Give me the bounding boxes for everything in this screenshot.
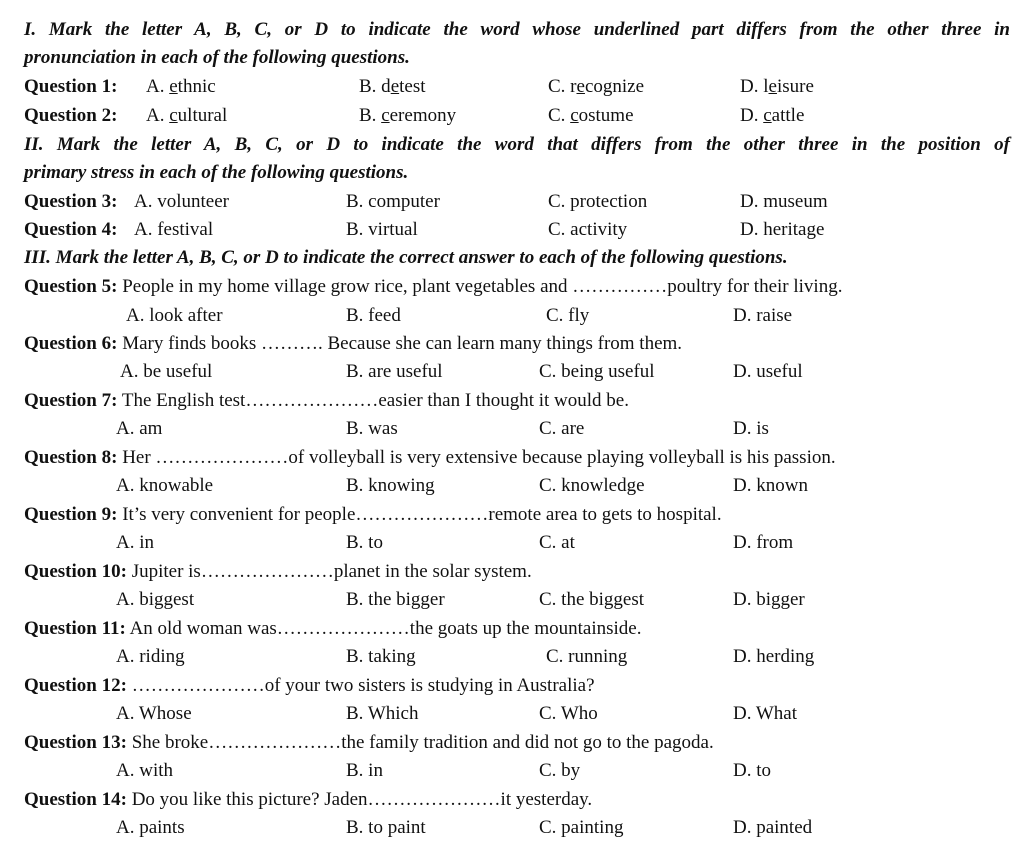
question-12-options: [24, 700, 1010, 728]
option-b: B. in: [346, 760, 383, 781]
option-b: B. ceremony: [359, 105, 457, 126]
option-c: C. recognize: [548, 76, 645, 97]
question-text: Her …………………of volleyball is very extensive because playing volleyball is his passion.: [122, 447, 836, 468]
question-label: Question 6:: [24, 333, 118, 354]
option-d: D. cattle: [740, 105, 805, 126]
section-2-instruction-line-2: primary stress in each of the following questions.: [24, 162, 409, 183]
option-c: C. the biggest: [539, 589, 645, 610]
question-10: [24, 558, 1010, 586]
option-d: D. bigger: [733, 589, 805, 610]
option-d: D. leisure: [740, 76, 814, 97]
option-c: C. fly: [546, 305, 590, 326]
option-a: A. paints: [116, 817, 185, 838]
option-a: A. Whose: [116, 703, 192, 724]
question-12: [24, 672, 1010, 700]
question-text: People in my home village grow rice, plant vegetables and ……………poultry for their living.: [122, 276, 843, 297]
option-b: B. was: [346, 418, 398, 439]
question-11: [24, 615, 1010, 643]
option-d: D. from: [733, 532, 794, 553]
option-b: B. Which: [346, 703, 419, 724]
question-6-options: [24, 358, 1010, 386]
question-label: Question 8:: [24, 447, 118, 468]
option-d: D. herding: [733, 646, 815, 667]
option-b: B. knowing: [346, 475, 435, 496]
option-a: A. riding: [116, 646, 185, 667]
option-a: A. cultural: [146, 105, 228, 126]
question-label: Question 4:: [24, 219, 118, 240]
question-6: [24, 330, 1010, 358]
option-c: C. at: [539, 532, 575, 553]
question-label: Question 2:: [24, 105, 118, 126]
option-c: C. are: [539, 418, 585, 439]
question-14-options: [24, 814, 1010, 842]
question-5: [24, 273, 1010, 301]
option-c: C. activity: [548, 219, 628, 240]
question-text: She broke…………………the family tradition and did not go to the pagoda.: [131, 732, 714, 753]
option-c: C. painting: [539, 817, 624, 838]
option-a: A. in: [116, 532, 154, 553]
option-b: B. feed: [346, 305, 401, 326]
option-b: B. to paint: [346, 817, 426, 838]
question-label: Question 12:: [24, 675, 127, 696]
section-3-instruction: III. Mark the letter A, B, C, or D to indicate the correct answer to each of the following questions.: [24, 247, 788, 268]
option-c: C. being useful: [539, 361, 655, 382]
option-d: D. known: [733, 475, 808, 496]
question-text: The English test…………………easier than I thought it would be.: [121, 390, 629, 411]
question-7: [24, 387, 1010, 415]
option-c: C. by: [539, 760, 581, 781]
question-label: Question 11:: [24, 618, 126, 639]
question-10-options: [24, 586, 1010, 614]
question-13-options: [24, 757, 1010, 785]
section-1-instruction-line-2: pronunciation in each of the following questions.: [24, 47, 410, 68]
option-c: C. knowledge: [539, 475, 645, 496]
question-label: Question 13:: [24, 732, 127, 753]
option-d: D. useful: [733, 361, 803, 382]
question-3: [24, 188, 1010, 216]
question-label: Question 1:: [24, 76, 118, 97]
option-b: B. are useful: [346, 361, 443, 382]
option-d: D. is: [733, 418, 769, 439]
question-2: [24, 102, 1010, 130]
option-b: B. detest: [359, 76, 426, 97]
option-a: A. with: [116, 760, 173, 781]
question-8: [24, 444, 1010, 472]
option-b: B. virtual: [346, 219, 418, 240]
option-a: A. am: [116, 418, 163, 439]
option-b: B. taking: [346, 646, 416, 667]
question-7-options: [24, 415, 1010, 443]
option-c: C. running: [546, 646, 628, 667]
option-d: D. heritage: [740, 219, 825, 240]
question-text: Do you like this picture? Jaden…………………it yesterday.: [131, 789, 593, 810]
option-c: C. Who: [539, 703, 598, 724]
option-b: B. computer: [346, 191, 440, 212]
section-1-instruction-line-1: I. Mark the letter A, B, C, or D to indicate the word whose underlined part differs from the other three in: [24, 19, 1010, 40]
option-a: A. look after: [126, 305, 223, 326]
question-11-options: [24, 643, 1010, 671]
option-a: A. knowable: [116, 475, 214, 496]
question-label: Question 10:: [24, 561, 127, 582]
question-9: [24, 501, 1010, 529]
option-c: C. costume: [548, 105, 634, 126]
option-a: A. biggest: [116, 589, 195, 610]
question-1: [24, 73, 1010, 101]
option-d: D. museum: [740, 191, 828, 212]
question-4: [24, 216, 1010, 244]
option-a: A. ethnic: [146, 76, 216, 97]
question-text: It’s very convenient for people…………………remote area to gets to hospital.: [122, 504, 722, 525]
question-text: Jupiter is…………………planet in the solar system.: [131, 561, 532, 582]
option-b: B. to: [346, 532, 383, 553]
option-a: A. volunteer: [134, 191, 229, 212]
question-text: An old woman was…………………the goats up the mountainside.: [129, 618, 642, 639]
option-d: D. raise: [733, 305, 793, 326]
question-label: Question 14:: [24, 789, 127, 810]
question-label: Question 9:: [24, 504, 118, 525]
question-label: Question 3:: [24, 191, 118, 212]
question-5-options: [24, 302, 1010, 330]
question-8-options: [24, 472, 1010, 500]
option-a: A. be useful: [120, 361, 213, 382]
section-2-instruction-line-1: II. Mark the letter A, B, C, or D to indicate the word that differs from the other three in the position of: [24, 134, 1010, 155]
option-c: C. protection: [548, 191, 648, 212]
question-text: Mary finds books ………. Because she can learn many things from them.: [122, 333, 683, 354]
question-label: Question 7:: [24, 390, 118, 411]
option-d: D. to: [733, 760, 771, 781]
question-13: [24, 729, 1010, 757]
option-d: D. What: [733, 703, 798, 724]
question-label: Question 5:: [24, 276, 118, 297]
option-b: B. the bigger: [346, 589, 445, 610]
option-a: A. festival: [134, 219, 214, 240]
question-text: …………………of your two sisters is studying in Australia?: [131, 675, 595, 696]
question-14: [24, 786, 1010, 814]
option-d: D. painted: [733, 817, 813, 838]
question-9-options: [24, 529, 1010, 557]
